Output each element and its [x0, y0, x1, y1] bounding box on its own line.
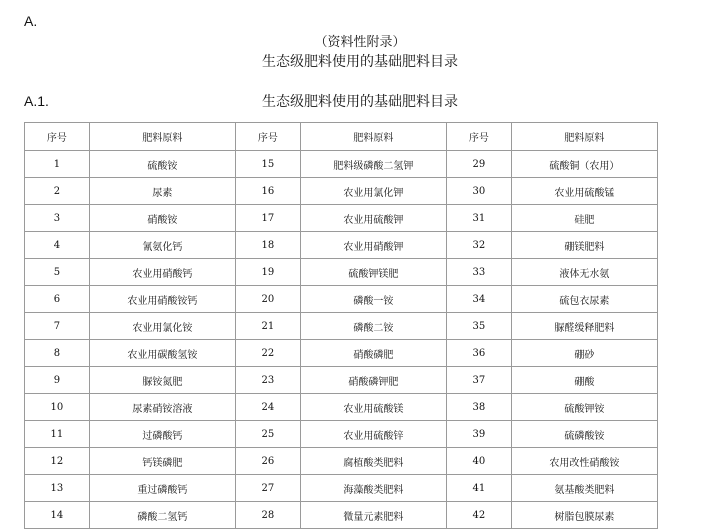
- table-row: [25, 313, 658, 340]
- fertilizer-name-cell: 氨基酸类肥料: [511, 475, 657, 502]
- serial-number-cell: 2: [25, 178, 90, 205]
- serial-number-cell: 28: [235, 502, 300, 529]
- serial-number-cell: 12: [25, 448, 90, 475]
- fertilizer-name-cell: 硫酸铵: [89, 151, 235, 178]
- table-row: [25, 286, 658, 313]
- serial-number-cell: 10: [25, 394, 90, 421]
- serial-number-cell: 39: [446, 421, 511, 448]
- serial-number-cell: 3: [25, 205, 90, 232]
- serial-number-cell: 8: [25, 340, 90, 367]
- serial-number-cell: 31: [446, 205, 511, 232]
- fertilizer-name-cell: 农业用硝酸钾: [300, 232, 446, 259]
- serial-number-cell: 40: [446, 448, 511, 475]
- table-row: [25, 340, 658, 367]
- fertilizer-name-cell: 农业用硝酸铵钙: [89, 286, 235, 313]
- appendix-title: 生态级肥料使用的基础肥料目录: [262, 54, 458, 70]
- fertilizer-name-cell: 农业用硫酸镁: [300, 394, 446, 421]
- serial-number-cell: 36: [446, 340, 511, 367]
- fertilizer-name-cell: 农业用硫酸锌: [300, 421, 446, 448]
- serial-number-cell: 21: [235, 313, 300, 340]
- fertilizer-name-cell: 硼砂: [511, 340, 657, 367]
- fertilizer-name-cell: 肥料级磷酸二氢钾: [300, 151, 446, 178]
- table-row: [25, 367, 658, 394]
- table-body: [25, 151, 658, 529]
- fertilizer-name-cell: 脲醛缓释肥料: [511, 313, 657, 340]
- serial-number-cell: 17: [235, 205, 300, 232]
- header-fertilizer-material: 肥料原料: [511, 123, 657, 151]
- section-number: A.1.: [24, 93, 49, 109]
- serial-number-cell: 42: [446, 502, 511, 529]
- fertilizer-name-cell: 树脂包膜尿素: [511, 502, 657, 529]
- serial-number-cell: 20: [235, 286, 300, 313]
- table-row: [25, 502, 658, 529]
- serial-number-cell: 19: [235, 259, 300, 286]
- table-row: [25, 259, 658, 286]
- serial-number-cell: 41: [446, 475, 511, 502]
- fertilizer-name-cell: 硫酸钾铵: [511, 394, 657, 421]
- header-serial-number: 序号: [235, 123, 300, 151]
- fertilizer-name-cell: 氰氨化钙: [89, 232, 235, 259]
- serial-number-cell: 15: [235, 151, 300, 178]
- fertilizer-name-cell: 硫包衣尿素: [511, 286, 657, 313]
- serial-number-cell: 26: [235, 448, 300, 475]
- fertilizer-name-cell: 农业用碳酸氢铵: [89, 340, 235, 367]
- fertilizer-name-cell: 硼镁肥料: [511, 232, 657, 259]
- serial-number-cell: 18: [235, 232, 300, 259]
- serial-number-cell: 25: [235, 421, 300, 448]
- fertilizer-name-cell: 农业用氯化钾: [300, 178, 446, 205]
- serial-number-cell: 34: [446, 286, 511, 313]
- table-row: [25, 448, 658, 475]
- serial-number-cell: 16: [235, 178, 300, 205]
- table-header-row: [25, 123, 658, 151]
- header-fertilizer-material: 肥料原料: [89, 123, 235, 151]
- serial-number-cell: 23: [235, 367, 300, 394]
- serial-number-cell: 22: [235, 340, 300, 367]
- appendix-subtitle: （资料性附录）: [314, 35, 406, 50]
- fertilizer-name-cell: 农业用硝酸钙: [89, 259, 235, 286]
- fertilizer-name-cell: 农业用硫酸钾: [300, 205, 446, 232]
- fertilizer-name-cell: 硝酸磷肥: [300, 340, 446, 367]
- fertilizer-name-cell: 磷酸二氢钙: [89, 502, 235, 529]
- serial-number-cell: 13: [25, 475, 90, 502]
- serial-number-cell: 30: [446, 178, 511, 205]
- fertilizer-name-cell: 重过磷酸钙: [89, 475, 235, 502]
- appendix-label: A.: [24, 13, 38, 29]
- serial-number-cell: 38: [446, 394, 511, 421]
- table-row: [25, 475, 658, 502]
- fertilizer-table: [24, 122, 658, 529]
- serial-number-cell: 6: [25, 286, 90, 313]
- fertilizer-name-cell: 尿素硝铵溶液: [89, 394, 235, 421]
- serial-number-cell: 35: [446, 313, 511, 340]
- serial-number-cell: 4: [25, 232, 90, 259]
- serial-number-cell: 9: [25, 367, 90, 394]
- table-row: [25, 178, 658, 205]
- fertilizer-name-cell: 钙镁磷肥: [89, 448, 235, 475]
- serial-number-cell: 29: [446, 151, 511, 178]
- fertilizer-name-cell: 脲铵氮肥: [89, 367, 235, 394]
- fertilizer-name-cell: 磷酸二铵: [300, 313, 446, 340]
- fertilizer-name-cell: 硅肥: [511, 205, 657, 232]
- fertilizer-name-cell: 硼酸: [511, 367, 657, 394]
- header-serial-number: 序号: [446, 123, 511, 151]
- header-serial-number: 序号: [25, 123, 90, 151]
- serial-number-cell: 11: [25, 421, 90, 448]
- table-row: [25, 151, 658, 178]
- fertilizer-name-cell: 硝酸磷钾肥: [300, 367, 446, 394]
- fertilizer-name-cell: 过磷酸钙: [89, 421, 235, 448]
- fertilizer-name-cell: 液体无水氨: [511, 259, 657, 286]
- fertilizer-name-cell: 硝酸铵: [89, 205, 235, 232]
- fertilizer-name-cell: 微量元素肥料: [300, 502, 446, 529]
- serial-number-cell: 27: [235, 475, 300, 502]
- fertilizer-name-cell: 农用改性硝酸铵: [511, 448, 657, 475]
- fertilizer-name-cell: 海藻酸类肥料: [300, 475, 446, 502]
- serial-number-cell: 14: [25, 502, 90, 529]
- fertilizer-name-cell: 磷酸一铵: [300, 286, 446, 313]
- fertilizer-name-cell: 农业用氯化铵: [89, 313, 235, 340]
- fertilizer-name-cell: 尿素: [89, 178, 235, 205]
- serial-number-cell: 32: [446, 232, 511, 259]
- table-row: [25, 394, 658, 421]
- fertilizer-name-cell: 硫磷酸铵: [511, 421, 657, 448]
- serial-number-cell: 33: [446, 259, 511, 286]
- fertilizer-name-cell: 腐植酸类肥料: [300, 448, 446, 475]
- serial-number-cell: 5: [25, 259, 90, 286]
- section-title: 生态级肥料使用的基础肥料目录: [262, 94, 458, 110]
- serial-number-cell: 1: [25, 151, 90, 178]
- fertilizer-name-cell: 硫酸钾镁肥: [300, 259, 446, 286]
- serial-number-cell: 37: [446, 367, 511, 394]
- serial-number-cell: 24: [235, 394, 300, 421]
- table-row: [25, 205, 658, 232]
- table-row: [25, 421, 658, 448]
- header-fertilizer-material: 肥料原料: [300, 123, 446, 151]
- serial-number-cell: 7: [25, 313, 90, 340]
- fertilizer-name-cell: 农业用硫酸锰: [511, 178, 657, 205]
- fertilizer-name-cell: 硫酸铜（农用）: [511, 151, 657, 178]
- table-row: [25, 232, 658, 259]
